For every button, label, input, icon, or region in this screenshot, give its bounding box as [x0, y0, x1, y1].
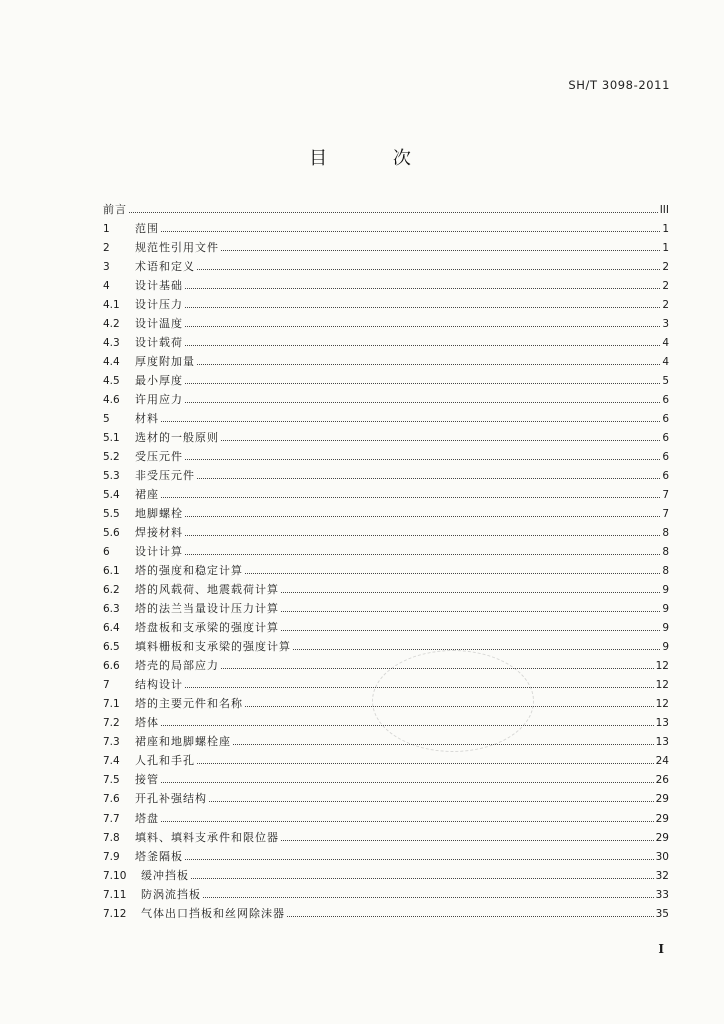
toc-entry-page: 29	[655, 831, 669, 844]
toc-dot-leader	[185, 686, 654, 688]
toc-entry-label: 规范性引用文件	[135, 241, 219, 255]
toc-entry-number: 7.1	[103, 698, 120, 711]
toc-entry-page: 35	[655, 907, 669, 920]
toc-entry-label: 填料、填料支承件和限位器	[135, 830, 279, 844]
toc-entry-number: 7.12	[103, 907, 127, 920]
toc-list	[103, 200, 669, 923]
toc-entry-page: 13	[655, 717, 669, 730]
toc-entry-number: 6.3	[103, 603, 120, 616]
toc-entry-label: 设计载荷	[135, 336, 183, 350]
toc-dot-leader	[161, 496, 660, 498]
toc-entry-number: 4.6	[103, 394, 120, 407]
toc-entry-page: 30	[655, 850, 669, 863]
toc-entry-label: 接管	[135, 773, 159, 787]
toc-entry[interactable]	[103, 219, 669, 238]
toc-entry-label: 塔盘	[135, 811, 159, 825]
toc-dot-leader	[161, 724, 654, 726]
toc-entry-number: 7.10	[103, 869, 127, 882]
toc-dot-leader	[209, 800, 654, 802]
toc-entry-label: 材料	[135, 412, 159, 426]
toc-entry[interactable]	[103, 257, 669, 276]
toc-entry-number: 4.1	[103, 299, 120, 312]
toc-entry-number: 4	[103, 280, 110, 293]
toc-entry-label: 术语和定义	[135, 260, 195, 274]
toc-entry-label: 缓冲挡板	[141, 868, 189, 882]
toc-dot-leader	[221, 439, 660, 441]
toc-entry-label: 设计计算	[135, 545, 183, 559]
toc-entry[interactable]	[103, 789, 669, 808]
toc-entry-label: 非受压元件	[135, 469, 195, 483]
toc-entry-page: 6	[662, 451, 669, 464]
toc-dot-leader	[185, 325, 660, 327]
document-code: SH/T 3098-2011	[568, 78, 670, 92]
toc-entry[interactable]	[103, 885, 669, 904]
toc-entry-number: 4.4	[103, 356, 120, 369]
toc-entry-page: 33	[655, 888, 669, 901]
toc-entry-page: 26	[655, 774, 669, 787]
toc-entry-page: 9	[662, 622, 669, 635]
toc-entry-number: 6.2	[103, 584, 120, 597]
toc-entry-label: 塔的风载荷、地震载荷计算	[135, 583, 279, 597]
toc-entry-number: 6.5	[103, 641, 120, 654]
toc-entry-number: 2	[103, 242, 110, 255]
toc-dot-leader	[287, 915, 654, 917]
toc-dot-leader	[281, 591, 660, 593]
toc-entry-label: 受压元件	[135, 450, 183, 464]
toc-entry-number: 7.3	[103, 736, 120, 749]
toc-entry-number: 7.8	[103, 831, 120, 844]
toc-entry[interactable]	[103, 599, 669, 618]
toc-entry-page: 2	[662, 299, 669, 312]
toc-entry-page: 6	[662, 432, 669, 445]
toc-entry-number: 4.5	[103, 375, 120, 388]
toc-entry-label: 许用应力	[135, 393, 183, 407]
toc-entry-label: 塔体	[135, 716, 159, 730]
toc-entry[interactable]	[103, 523, 669, 542]
toc-dot-leader	[221, 667, 654, 669]
toc-dot-leader	[221, 249, 660, 251]
toc-entry[interactable]	[103, 732, 669, 751]
toc-entry[interactable]	[103, 866, 669, 885]
toc-entry-page: 1	[662, 223, 669, 236]
toc-entry-page: 32	[655, 869, 669, 882]
toc-dot-leader	[203, 896, 654, 898]
toc-entry-number: 6.6	[103, 660, 120, 673]
toc-entry[interactable]	[103, 809, 669, 828]
toc-entry-label: 填料栅板和支承梁的强度计算	[135, 640, 291, 654]
toc-dot-leader	[185, 458, 660, 460]
toc-entry-page: 12	[655, 660, 669, 673]
toc-entry[interactable]	[103, 390, 669, 409]
toc-entry-page: 2	[662, 280, 669, 293]
toc-dot-leader	[129, 211, 658, 213]
toc-entry[interactable]	[103, 276, 669, 295]
toc-dot-leader	[185, 515, 660, 517]
toc-entry-number: 6.4	[103, 622, 120, 635]
toc-entry-page: 4	[662, 337, 669, 350]
toc-dot-leader	[185, 534, 660, 536]
toc-entry-number: 5	[103, 413, 110, 426]
toc-entry[interactable]	[103, 314, 669, 333]
toc-dot-leader	[185, 858, 654, 860]
toc-entry-page: 6	[662, 394, 669, 407]
toc-entry[interactable]	[103, 485, 669, 504]
toc-dot-leader	[293, 648, 660, 650]
toc-entry-number: 5.4	[103, 489, 120, 502]
toc-entry-label: 塔壳的局部应力	[135, 659, 219, 673]
toc-entry-number: 7	[103, 679, 110, 692]
toc-entry[interactable]	[103, 200, 669, 219]
toc-entry-number: 7.6	[103, 793, 120, 806]
toc-entry-number: 6.1	[103, 565, 120, 578]
toc-dot-leader	[281, 610, 660, 612]
toc-entry[interactable]	[103, 828, 669, 847]
toc-entry-page: 12	[655, 698, 669, 711]
toc-entry-page: 4	[662, 356, 669, 369]
toc-entry[interactable]	[103, 447, 669, 466]
toc-entry-label: 设计温度	[135, 317, 183, 331]
toc-entry[interactable]	[103, 352, 669, 371]
toc-entry-number: 7.2	[103, 717, 120, 730]
toc-entry-label: 人孔和手孔	[135, 754, 195, 768]
toc-dot-leader	[197, 268, 660, 270]
toc-entry-number: 5.2	[103, 451, 120, 464]
toc-dot-leader	[185, 344, 660, 346]
toc-entry-label: 塔盘板和支承梁的强度计算	[135, 621, 279, 635]
page-number: I	[658, 942, 664, 956]
toc-entry-number: 7.11	[103, 888, 127, 901]
toc-entry-label: 选材的一般原则	[135, 431, 219, 445]
toc-entry-label: 塔釜隔板	[135, 849, 183, 863]
toc-entry-page: 5	[662, 375, 669, 388]
toc-entry-page: 7	[662, 508, 669, 521]
toc-entry-page: 8	[662, 546, 669, 559]
toc-entry-label: 气体出口挡板和丝网除沫器	[141, 906, 285, 920]
toc-entry-number: 7.7	[103, 812, 120, 825]
toc-entry-label: 地脚螺栓	[135, 507, 183, 521]
toc-entry[interactable]	[103, 466, 669, 485]
toc-entry[interactable]	[103, 561, 669, 580]
toc-dot-leader	[233, 743, 654, 745]
toc-entry-page: 9	[662, 584, 669, 597]
toc-entry-label: 焊接材料	[135, 526, 183, 540]
toc-entry-number: 7.9	[103, 850, 120, 863]
toc-entry-page: 2	[662, 261, 669, 274]
toc-dot-leader	[281, 629, 660, 631]
toc-dot-leader	[185, 306, 660, 308]
toc-dot-leader	[185, 287, 660, 289]
toc-entry-number: 3	[103, 261, 110, 274]
toc-dot-leader	[197, 477, 660, 479]
toc-entry-page: 6	[662, 413, 669, 426]
toc-entry-page: 7	[662, 489, 669, 502]
toc-entry[interactable]	[103, 713, 669, 732]
toc-entry-number: 1	[103, 223, 110, 236]
toc-entry-label: 裙座和地脚螺栓座	[135, 735, 231, 749]
toc-entry[interactable]	[103, 847, 669, 866]
toc-entry-number: 5.1	[103, 432, 120, 445]
toc-entry[interactable]	[103, 904, 669, 923]
toc-entry-page: 9	[662, 603, 669, 616]
toc-entry[interactable]	[103, 542, 669, 561]
toc-entry-page: 12	[655, 679, 669, 692]
toc-dot-leader	[161, 820, 654, 822]
toc-entry-number: 7.5	[103, 774, 120, 787]
toc-entry[interactable]	[103, 333, 669, 352]
toc-dot-leader	[185, 382, 660, 384]
toc-entry-number: 5.3	[103, 470, 120, 483]
toc-entry-label: 塔的强度和稳定计算	[135, 564, 243, 578]
toc-entry-label: 厚度附加量	[135, 355, 195, 369]
toc-entry-number: 5.6	[103, 527, 120, 540]
toc-entry-number: 5.5	[103, 508, 120, 521]
toc-entry[interactable]	[103, 637, 669, 656]
toc-entry[interactable]	[103, 504, 669, 523]
toc-entry[interactable]	[103, 751, 669, 770]
toc-entry[interactable]	[103, 656, 669, 675]
toc-entry-page: 8	[662, 527, 669, 540]
toc-entry[interactable]	[103, 618, 669, 637]
toc-entry-page: 13	[655, 736, 669, 749]
toc-dot-leader	[245, 572, 660, 574]
toc-entry-number: 4.3	[103, 337, 120, 350]
toc-entry-label: 设计压力	[135, 298, 183, 312]
toc-entry-label: 裙座	[135, 488, 159, 502]
toc-dot-leader	[245, 705, 654, 707]
toc-title: 目 次	[309, 148, 441, 169]
toc-dot-leader	[161, 230, 660, 232]
toc-entry[interactable]	[103, 675, 669, 694]
toc-dot-leader	[161, 420, 660, 422]
toc-dot-leader	[191, 877, 654, 879]
toc-entry-label: 塔的主要元件和名称	[135, 697, 243, 711]
toc-entry[interactable]	[103, 580, 669, 599]
toc-entry-number: 7.4	[103, 755, 120, 768]
toc-entry-page: 29	[655, 793, 669, 806]
toc-entry-page: 1	[662, 242, 669, 255]
toc-entry-page: 29	[655, 812, 669, 825]
toc-entry-label: 范围	[135, 222, 159, 236]
toc-entry-page: 6	[662, 470, 669, 483]
toc-entry[interactable]	[103, 371, 669, 390]
toc-dot-leader	[197, 762, 654, 764]
toc-dot-leader	[281, 839, 654, 841]
toc-entry-label: 最小厚度	[135, 374, 183, 388]
toc-entry-page: III	[659, 204, 669, 216]
toc-entry-label: 防涡流挡板	[141, 887, 201, 901]
toc-dot-leader	[161, 781, 654, 783]
toc-dot-leader	[197, 363, 660, 365]
toc-entry-page: 8	[662, 565, 669, 578]
toc-entry[interactable]	[103, 295, 669, 314]
toc-entry[interactable]	[103, 409, 669, 428]
toc-entry-label: 塔的法兰当量设计压力计算	[135, 602, 279, 616]
toc-entry-label: 前言	[103, 203, 127, 216]
toc-entry-number: 6	[103, 546, 110, 559]
toc-entry[interactable]	[103, 238, 669, 257]
toc-dot-leader	[185, 401, 660, 403]
toc-entry[interactable]	[103, 694, 669, 713]
toc-entry-page: 24	[655, 755, 669, 768]
toc-entry-page: 9	[662, 641, 669, 654]
toc-dot-leader	[185, 553, 660, 555]
toc-entry-label: 结构设计	[135, 678, 183, 692]
toc-entry[interactable]	[103, 428, 669, 447]
toc-entry-number: 4.2	[103, 318, 120, 331]
toc-entry-page: 3	[662, 318, 669, 331]
toc-entry[interactable]	[103, 770, 669, 789]
toc-entry-label: 设计基础	[135, 279, 183, 293]
toc-entry-label: 开孔补强结构	[135, 792, 207, 806]
